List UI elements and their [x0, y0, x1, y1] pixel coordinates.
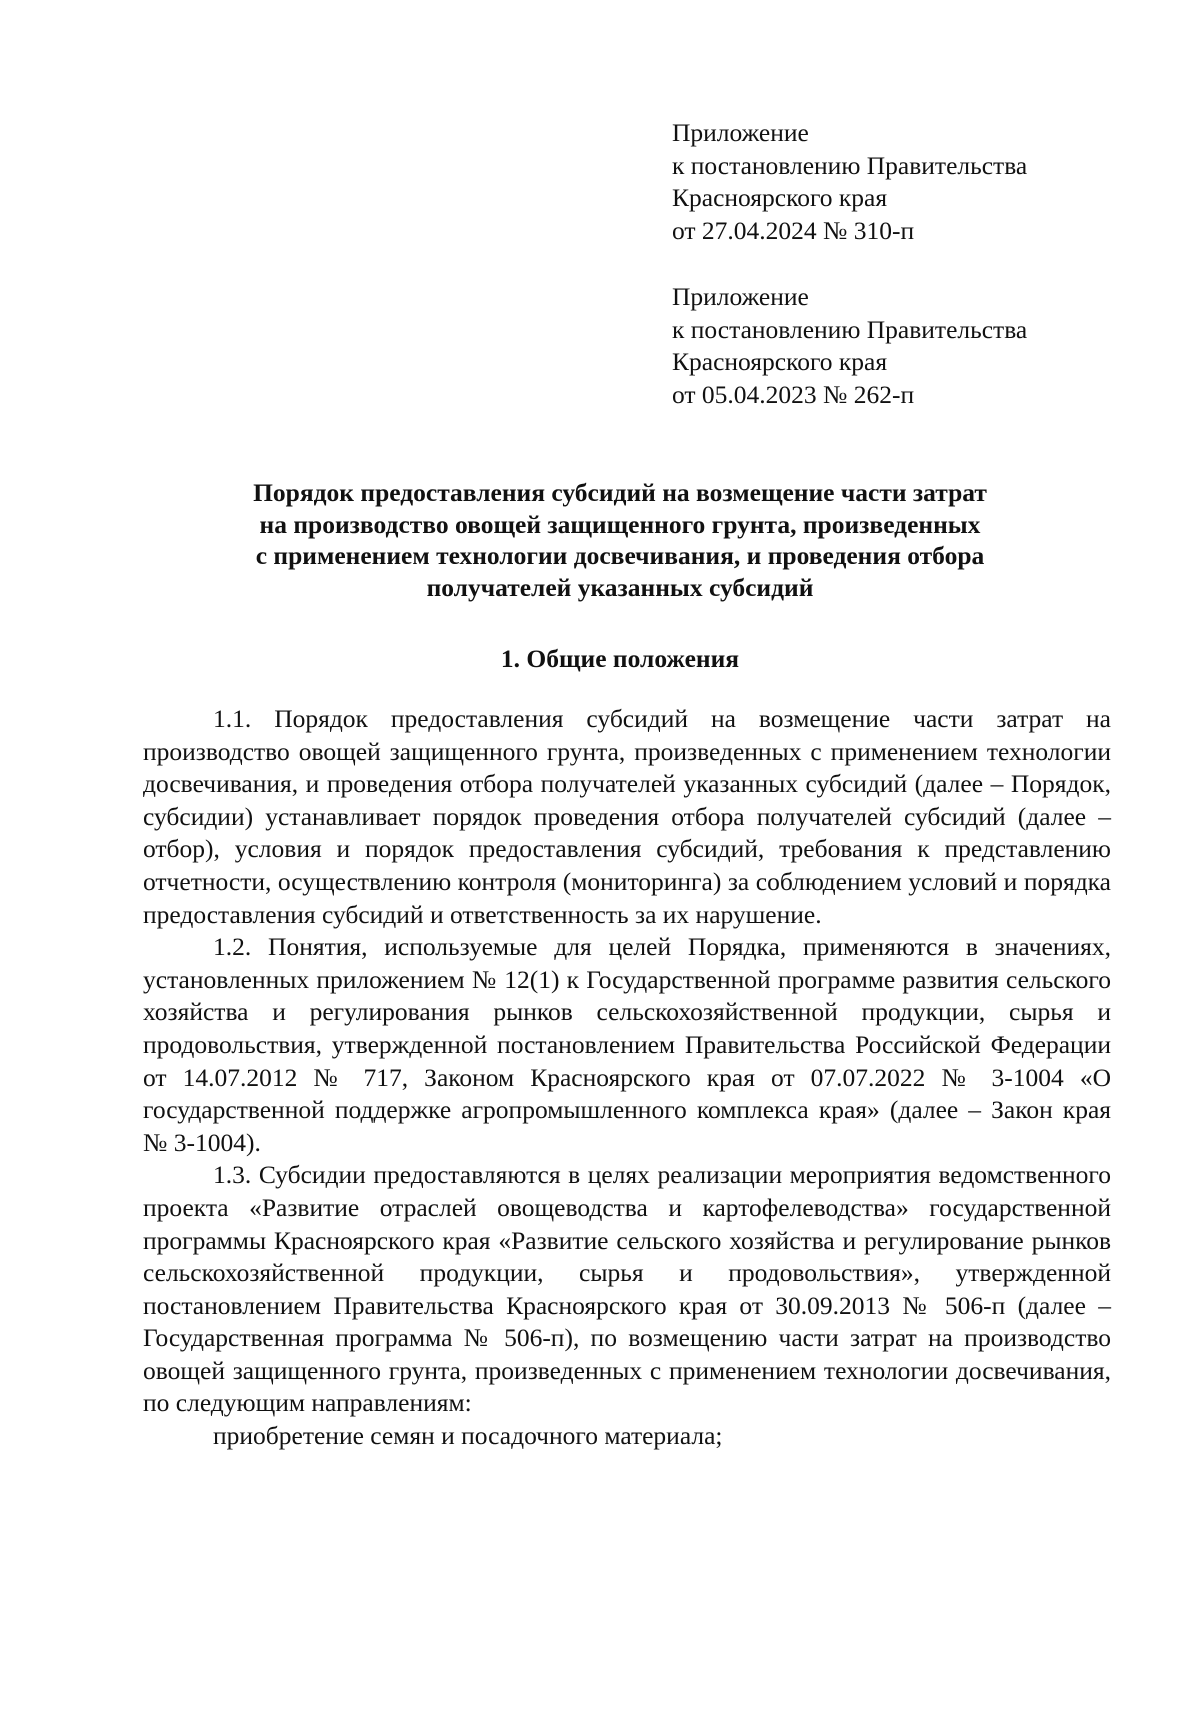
document-title	[140, 477, 1100, 603]
appendix-region: Красноярского края	[672, 183, 888, 212]
appendix-date-number: от 05.04.2023 № 262-п	[672, 379, 915, 409]
document-body	[143, 703, 1111, 1453]
section-heading: 1. Общие положения	[500, 644, 740, 673]
appendix-note-current	[672, 117, 1142, 247]
appendix-label: Приложение	[672, 118, 809, 147]
appendix-date-number: от 27.04.2024 № 310-п	[672, 215, 915, 245]
paragraph-1-3: 1.3. Субсидии предоставляются в целях реализации мероприятия ведомственного проекта «Развитие отраслей овощеводства и картофелеводства» государственной программы Красноярского края «Развитие сельского хозяйства и регулирование рынков сельскохозяйственной продукции, сырья и продовольствия», утвержденной постановлением Правительства Красноярского края от 30.09.2013 № 506-п (далее – Государственная программа № 506-п), по возмещению части затрат на производство овощей защищенного грунта, произведенных с применением технологии досвечивания, по следующим направлениям:	[143, 1160, 1111, 1418]
appendix-region: Красноярского края	[672, 347, 888, 376]
title-line-4: получателей указанных субсидий	[426, 572, 814, 602]
paragraph-1-2: 1.2. Понятия, используемые для целей Порядка, применяются в значениях, установленных приложением № 12(1) к Государственной программе развития сельского хозяйства и регулирования рынков сельскохозяйственной продукции, сырья и продовольствия, утвержденной постановлением Правительства Российской Федерации от 14.07.2012 № 717, Законом Красноярского края от 07.07.2022 № 3-1004 «О государственной поддержке агропромышленного комплекса края» (далее – Закон края № 3-1004).	[143, 932, 1111, 1157]
appendix-resolution-ref: к постановлению Правительства	[672, 150, 1028, 180]
paragraph-1-1: 1.1. Порядок предоставления субсидий на возмещение части затрат на производство овощей защищенного грунта, произведенных с применением технологии досвечивания, и проведения отбора получателей указанных субсидий (далее – Порядок, субсидии) устанавливает порядок проведения отбора получателей субсидий (далее – отбор), условия и порядок предоставления субсидий, требования к представлению отчетности, осуществлению контроля (мониторинга) за соблюдением условий и порядка предоставления субсидий и ответственность за их нарушение.	[143, 704, 1111, 929]
paragraph-seeds: приобретение семян и посадочного материала;	[213, 1421, 723, 1451]
title-line-2: на производство овощей защищенного грунта, произведенных	[259, 509, 981, 539]
appendix-note-original	[672, 281, 1142, 411]
title-line-1: Порядок предоставления субсидий на возмещение части затрат	[253, 478, 987, 507]
appendix-resolution-ref: к постановлению Правительства	[672, 314, 1028, 344]
appendix-label: Приложение	[672, 282, 809, 311]
title-line-3: с применением технологии досвечивания, и проведения отбора	[255, 541, 985, 570]
